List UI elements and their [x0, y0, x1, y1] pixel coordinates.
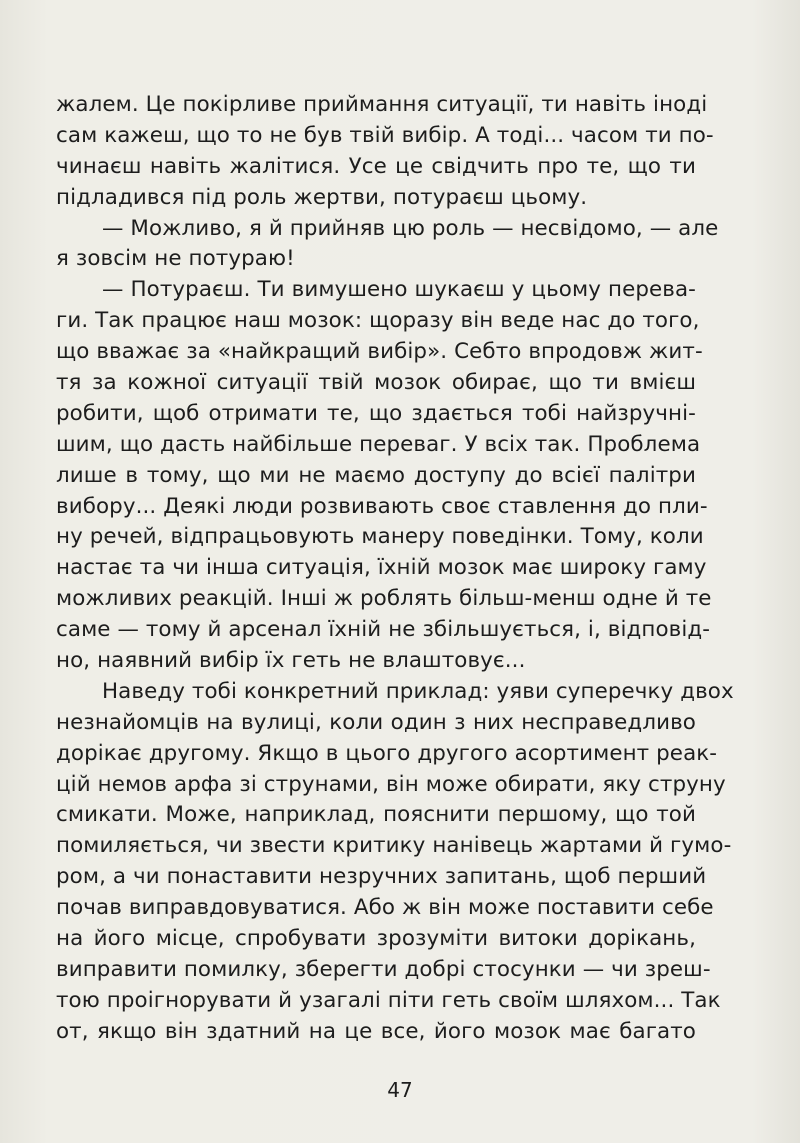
text-line: лише в тому, що ми не маємо доступу до всієї палітри [56, 462, 696, 488]
text-line: помиляється, чи звести критику нанівець жартами й гумо- [56, 833, 732, 859]
text-line: підладився під роль жертви, потураєш цьому. [56, 184, 588, 210]
text-line: я зовсім не потураю! [56, 246, 295, 272]
dialogue-line: — Можливо, я й прийняв цю роль — несвідомо, — але [102, 215, 719, 241]
text-line: шим, що дасть найбільше переваг. У всіх так. Проблема [56, 431, 701, 457]
body-text [56, 90, 734, 1048]
text-line: чинаєш навіть жалітися. Усе це свідчить про те, що ти [56, 153, 696, 179]
text-line: вибору... Деякі люди розвивають своє ставлення до пли- [56, 493, 708, 519]
text-line: на його місце, спробувати зрозуміти витоки дорікань, [56, 926, 696, 952]
text-line: робити, щоб отримати те, що здається тобі найзручні- [56, 400, 696, 426]
text-line: ром, а чи понаставити незручних запитань, щоб перший [56, 864, 707, 890]
text-line: жалем. Це покірливе приймання ситуації, ти навіть іноді [56, 92, 708, 117]
text-line: цій немов арфа зі струнами, він може обирати, яку струну [56, 771, 726, 797]
text-line: почав виправдовуватися. Або ж він може поставити себе [56, 895, 714, 921]
text-line: сам кажеш, що то не був твій вибір. А тоді... часом ти по- [56, 122, 714, 148]
page-number: 47 [387, 1078, 413, 1102]
text-line: тою проігнорувати й узагалі піти геть своїм шляхом... Так [56, 987, 721, 1013]
paragraph-start-line: Наведу тобі конкретний приклад: уяви суперечку двох [102, 678, 734, 704]
text-line: можливих реакцій. Інші ж роблять більш-менш одне й те [56, 586, 712, 612]
text-line: настає та чи інша ситуація, їхній мозок має широку гаму [56, 555, 707, 581]
text-line: саме — тому й арсенал їхній не збільшується, і, відповід- [56, 617, 711, 643]
text-line: ну речей, відпрацьовують манеру поведінки. Тому, коли [56, 524, 704, 550]
text-line: от, якщо він здатний на це все, його мозок має багато [56, 1018, 696, 1044]
text-line: ги. Так працює наш мозок: щоразу він веде нас до того, [56, 308, 700, 334]
text-line: що вважає за «найкращий вибір». Себто впродовж жит- [56, 339, 703, 365]
text-line: смикати. Може, наприклад, пояснити першому, що той [56, 802, 696, 828]
dialogue-line: — Потураєш. Ти вимушено шукаєш у цьому перева- [102, 277, 696, 303]
text-line: дорікає другому. Якщо в цього другого асортимент реак- [56, 740, 718, 766]
text-line: но, наявний вибір їх геть не влаштовує... [56, 648, 526, 674]
text-line: виправити помилку, зберегти добрі стосунки — чи зреш- [56, 956, 711, 982]
text-line: тя за кожної ситуації твій мозок обирає, що ти вмієш [56, 370, 696, 396]
text-line: незнайомців на вулиці, коли один з них несправедливо [56, 709, 696, 735]
